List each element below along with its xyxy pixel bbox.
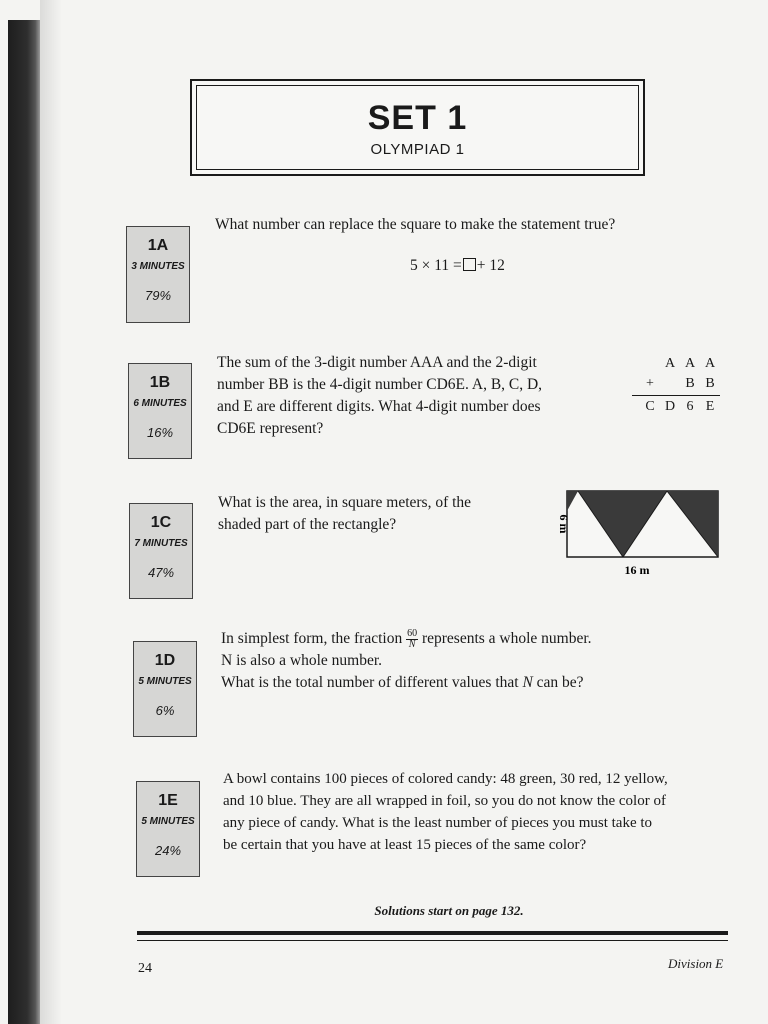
digit: E bbox=[705, 399, 715, 414]
book-binding-edge bbox=[8, 20, 40, 1024]
division-label: Division E bbox=[668, 956, 724, 971]
plus-sign: + bbox=[646, 376, 654, 391]
problem-id: 1E bbox=[158, 792, 178, 809]
page-gutter-shadow bbox=[40, 0, 62, 1024]
text-line bbox=[221, 628, 681, 650]
fraction-numerator: 60 bbox=[407, 627, 418, 639]
problem-id: 1A bbox=[147, 237, 169, 254]
equation-right: + 12 bbox=[476, 257, 505, 274]
blank-square-icon bbox=[463, 258, 476, 271]
text-segment: In simplest form, the fraction bbox=[221, 630, 403, 647]
digit-addition bbox=[632, 354, 720, 417]
problem-1a-text: What number can replace the square to make the statement true? bbox=[215, 216, 616, 233]
text-line: N is also a whole number. bbox=[221, 652, 383, 669]
sum-rule bbox=[632, 395, 720, 396]
digit: A bbox=[704, 356, 716, 371]
text-line: and 10 blue. They are all wrapped in foil, so you do not know the color of bbox=[223, 793, 666, 809]
text-line: number BB is the 4-digit number CD6E. A, B, C, D, bbox=[217, 376, 543, 393]
set-title: SET 1 bbox=[367, 99, 468, 137]
variable-n: N bbox=[522, 674, 533, 691]
fraction-denominator: N bbox=[408, 638, 416, 650]
olympiad-subtitle: OLYMPIAD 1 bbox=[370, 141, 465, 158]
problem-badge-1e bbox=[136, 781, 200, 877]
problem-id: 1B bbox=[149, 374, 171, 391]
problem-badge-1d bbox=[133, 641, 197, 737]
time-limit: 5 MINUTES bbox=[138, 676, 192, 687]
digit: B bbox=[705, 376, 715, 391]
digit: D bbox=[664, 399, 676, 414]
text-line: and E are different digits. What 4-digit number does bbox=[217, 398, 541, 415]
problem-badge-1a bbox=[126, 226, 190, 323]
text-line: The sum of the 3-digit number AAA and the 2-digit bbox=[217, 354, 537, 371]
page-number: 24 bbox=[138, 961, 152, 976]
sum-row bbox=[632, 397, 720, 417]
problem-badge-1b bbox=[128, 363, 192, 459]
digit: A bbox=[684, 356, 696, 371]
addend-row-2 bbox=[632, 374, 720, 394]
digit: C bbox=[645, 399, 655, 414]
text-segment: represents a whole number. bbox=[421, 630, 592, 647]
success-rate: 79% bbox=[144, 288, 172, 303]
problem-1c-text bbox=[218, 492, 538, 536]
digit: 6 bbox=[686, 399, 694, 414]
text-line: A bowl contains 100 pieces of colored candy: 48 green, 30 red, 12 yellow, bbox=[223, 771, 668, 787]
footer-rule-thin bbox=[137, 940, 728, 941]
problem-id: 1C bbox=[150, 514, 172, 531]
problem-1e-text bbox=[223, 768, 733, 856]
shaded-rectangle-figure bbox=[540, 488, 730, 580]
text-line: CD6E represent? bbox=[217, 420, 324, 437]
set-title-box bbox=[190, 79, 645, 176]
text-line: What is the area, in square meters, of the bbox=[218, 494, 472, 511]
solutions-note: Solutions start on page 132. bbox=[374, 903, 524, 918]
digit: A bbox=[664, 356, 676, 371]
width-label: 16 m bbox=[624, 563, 650, 577]
text-line bbox=[221, 672, 681, 694]
time-limit: 6 MINUTES bbox=[133, 398, 187, 409]
problem-1d-text bbox=[221, 628, 681, 694]
time-limit: 7 MINUTES bbox=[134, 538, 188, 549]
height-label: 6 m bbox=[557, 514, 571, 534]
addend-row-1 bbox=[632, 354, 720, 374]
text-segment: What is the total number of different values that bbox=[221, 674, 519, 691]
success-rate: 47% bbox=[147, 565, 175, 580]
text-line: be certain that you have at least 15 pieces of the same color? bbox=[223, 837, 587, 853]
text-segment: can be? bbox=[536, 674, 584, 691]
text-line: any piece of candy. What is the least number of pieces you must take to bbox=[223, 815, 653, 831]
footer-rule-thick bbox=[137, 931, 728, 935]
fraction-60-over-n bbox=[406, 629, 418, 650]
problem-1a-equation bbox=[410, 257, 505, 275]
problem-1b-text bbox=[217, 352, 617, 440]
success-rate: 6% bbox=[155, 703, 175, 718]
success-rate: 24% bbox=[154, 843, 182, 858]
time-limit: 3 MINUTES bbox=[131, 261, 185, 272]
digit: B bbox=[685, 376, 695, 391]
time-limit: 5 MINUTES bbox=[141, 816, 195, 827]
success-rate: 16% bbox=[146, 425, 174, 440]
text-line: shaded part of the rectangle? bbox=[218, 516, 397, 533]
problem-id: 1D bbox=[154, 652, 176, 669]
problem-badge-1c bbox=[129, 503, 193, 599]
equation-left: 5 × 11 = bbox=[410, 257, 462, 274]
